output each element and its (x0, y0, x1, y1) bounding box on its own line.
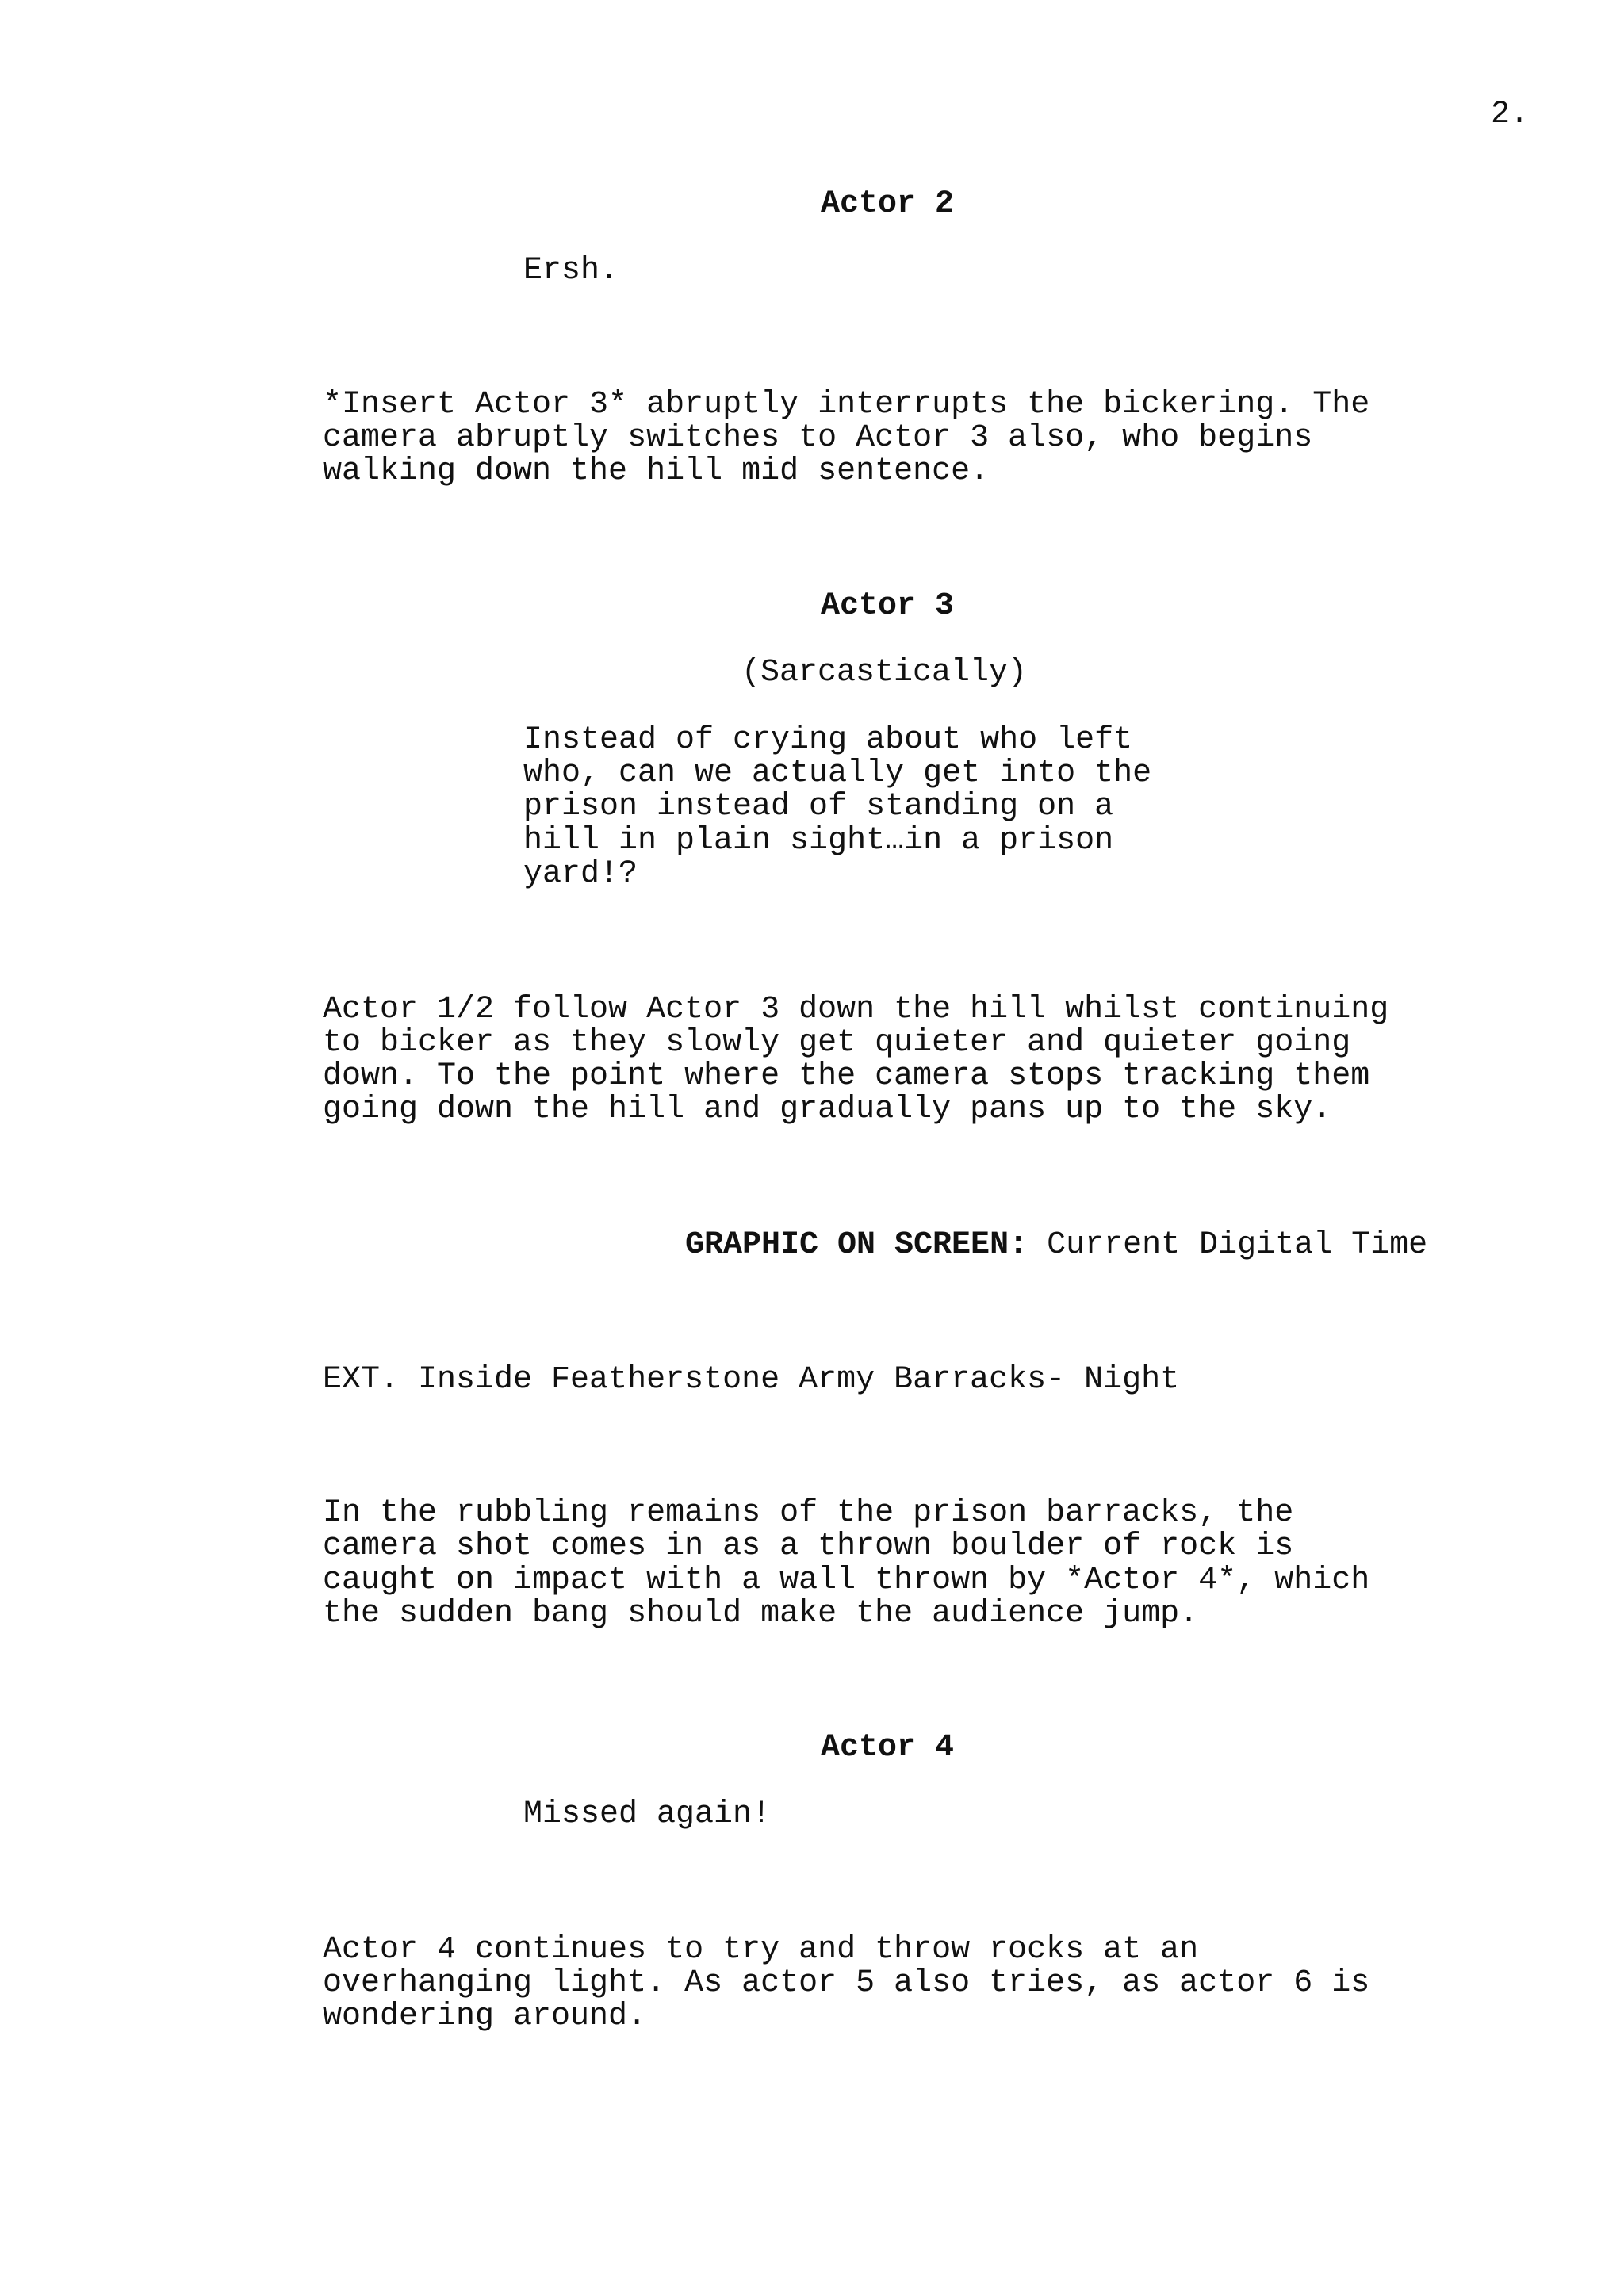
dialogue-line: yard!? (523, 856, 638, 892)
action-line: overhanging light. As actor 5 also tries, as actor 6 is (323, 1965, 1370, 2001)
character-name-actor-3: Actor 3 (821, 588, 955, 624)
dialogue-line: hill in plain sight…in a prison (523, 823, 1114, 859)
action-line: down. To the point where the camera stops tracking them (323, 1058, 1370, 1094)
dialogue-line: Instead of crying about who left (523, 722, 1133, 758)
parenthetical: (Sarcastically) (741, 655, 1028, 691)
action-line: Actor 1/2 follow Actor 3 down the hill whilst continuing (323, 992, 1389, 1027)
character-name-actor-4: Actor 4 (821, 1730, 955, 1766)
action-line: the sudden bang should make the audience jump. (323, 1596, 1199, 1632)
action-line: wondering around. (323, 1999, 647, 2034)
action-line: In the rubbling remains of the prison barracks, the (323, 1495, 1294, 1531)
graphic-text: Current Digital Time (1028, 1227, 1428, 1263)
dialogue-line: who, can we actually get into the (523, 756, 1152, 791)
action-line: Actor 4 continues to try and throw rocks at an (323, 1932, 1199, 1968)
action-line: *Insert Actor 3* abruptly interrupts the bickering. The (323, 387, 1370, 423)
action-line: camera shot comes in as a thrown boulder of rock is (323, 1529, 1294, 1564)
action-line: caught on impact with a wall thrown by *Actor 4*, which (323, 1563, 1370, 1598)
graphic-label: GRAPHIC ON SCREEN: (685, 1227, 1028, 1263)
scene-heading: EXT. Inside Featherstone Army Barracks- Night (323, 1362, 1180, 1398)
action-line: camera abruptly switches to Actor 3 also, who begins (323, 420, 1313, 456)
graphic-note (685, 1229, 1427, 1262)
action-line: going down the hill and gradually pans up to the sky. (323, 1092, 1332, 1127)
action-line: walking down the hill mid sentence. (323, 453, 990, 489)
dialogue-line: Missed again! (523, 1797, 772, 1832)
page-number: 2. (1491, 97, 1530, 132)
dialogue-line: prison instead of standing on a (523, 789, 1114, 825)
dialogue-line: Ersh. (523, 253, 619, 289)
action-line: to bicker as they slowly get quieter and quieter going (323, 1025, 1351, 1061)
character-name-actor-2: Actor 2 (821, 186, 955, 222)
